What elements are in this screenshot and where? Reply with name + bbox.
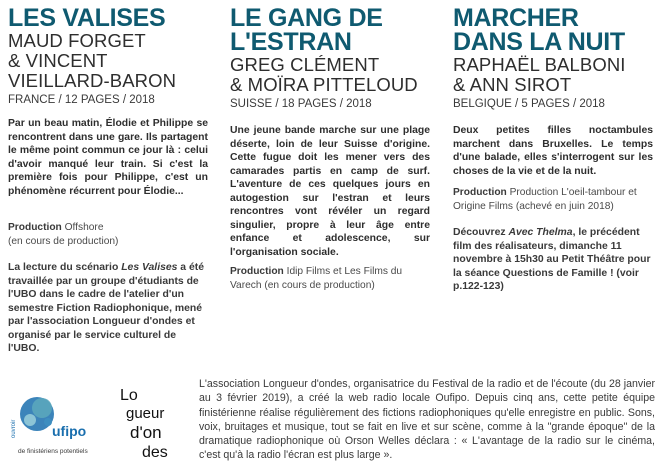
production (8, 221, 208, 248)
production-block (8, 221, 208, 248)
logo-line: Lo (120, 387, 138, 404)
article-authors (230, 55, 430, 95)
article-les-valises (8, 6, 208, 107)
production-label: Production (230, 266, 284, 277)
article-title (453, 6, 653, 54)
title-line: L'ESTRAN (230, 28, 352, 56)
oufipo-o-mark (20, 397, 54, 431)
oufipo-side-text: ouvroir (11, 419, 17, 438)
longueur-dondes-logo (112, 382, 184, 462)
production (453, 186, 653, 213)
production-block (230, 265, 430, 292)
title-line: DANS LA NUIT (453, 28, 625, 56)
article-title (8, 6, 208, 30)
logo-line: gueur (126, 405, 165, 422)
author-line: & ANN SIROT (453, 74, 572, 95)
oufipo-logo (8, 380, 108, 460)
article-authors (453, 55, 653, 95)
note-italic: Les Valises (121, 262, 178, 273)
article-meta: BELGIQUE / 5 PAGES / 2018 (453, 98, 605, 110)
oufipo-wordmark: ufipo (52, 423, 87, 439)
synopsis-block (8, 117, 208, 198)
article-le-gang-de-lestran (230, 6, 430, 111)
author-line: GREG CLÉMENT (230, 54, 380, 75)
synopsis: Par un beau matin, Élodie et Philippe se rencontrent dans une gare. Ils partagent le même point commun ce jour là : celui d'avoir manqué leur train. Si c'est la première fois pour Philippe, c'est un phénomène récurrent pour Élodie... (8, 118, 208, 197)
article-authors (8, 31, 208, 91)
author-line: MAUD FORGET (8, 30, 146, 51)
synopsis-block (230, 124, 430, 259)
note-block (453, 226, 653, 294)
production-label: Production (8, 222, 62, 233)
production (230, 265, 430, 292)
author-line: RAPHAËL BALBONI (453, 54, 626, 75)
note-block (8, 261, 208, 356)
title-line: LES VALISES (8, 4, 166, 32)
author-line: VIEILLARD-BARON (8, 70, 177, 91)
logo-line: d'on (130, 423, 162, 442)
note-text: , le précédent film des réalisateurs, dimanche 11 novembre à 15h30 au Petit Théâtre pour la séance Questions de Famille ! (voir p.122-123) (453, 227, 651, 292)
note (453, 226, 653, 294)
title-line: LE GANG DE (230, 4, 383, 32)
production-label: Production (453, 187, 507, 198)
note (8, 261, 208, 356)
production-status: (en cours de production) (8, 235, 119, 247)
oufipo-tagline: de finistériens potentiels (18, 448, 88, 455)
synopsis: Deux petites filles noctambules marchent dans Bruxelles. Le temps d'une balade, elles s'interrogent sur les choses de la vie et de la nuit. (453, 125, 653, 177)
note-italic: Avec Thelma (508, 227, 573, 238)
synopsis-block (453, 124, 653, 178)
production-text: Production L'oeil-tambour et Origine Films (achevé en juin 2018) (453, 187, 637, 212)
note-text: La lecture du scénario (8, 262, 122, 273)
article-meta: SUISSE / 18 PAGES / 2018 (230, 98, 372, 110)
logo-line: des (142, 444, 168, 461)
note-text: a été travaillée par un groupe d'étudiants de l'UBO dans le cadre de l'atelier d'un semestre Fiction Radiophonique, mené par l'association Longueur d'ondes et organisé par le service culturel de l'UBO. (8, 262, 204, 354)
title-line: MARCHER (453, 4, 579, 32)
article-meta: FRANCE / 12 PAGES / 2018 (8, 94, 155, 106)
author-line: & VINCENT (8, 50, 108, 71)
footer-text: L'association Longueur d'ondes, organisatrice du Festival de la radio et de l'écoute (du 28 janvier au 3 février 2019), a créé la web radio locale Oufipo. Depuis cinq ans, cette petite équipe finistérienne réalise régulièrement des fictions radiophoniques qu'elle enregistre en public. Sons, voix, bruitages et musique, tout se fait en live et sur scène, comme à la "grande époque" de la dramatique radiophonique où Orson Welles déclara : « L'avantage de la radio sur le cinéma, c'est qu'à la radio l'écran est plus large ». (199, 378, 655, 462)
note-text: Découvrez (453, 227, 509, 238)
production-block (453, 186, 653, 213)
author-line: & MOÏRA PITTELOUD (230, 74, 418, 95)
article-title (230, 6, 430, 54)
article-marcher-dans-la-nuit (453, 6, 653, 111)
production-text: Offshore (64, 222, 104, 233)
production-text: Idip Films et Les Films du Varech (en cours de production) (230, 266, 403, 291)
synopsis: Une jeune bande marche sur une plage déserte, loin de leur Suisse d'origine. Cette fugue doit les mener vers des camarades partis en camp de surf. L'aventure de ces quelques jours en autogestion sur l'estran et leurs rencontres vont révéler un regard singulier, propre à leur âge entre enfance et adolescence, sur l'organisation sociale. (230, 125, 430, 258)
